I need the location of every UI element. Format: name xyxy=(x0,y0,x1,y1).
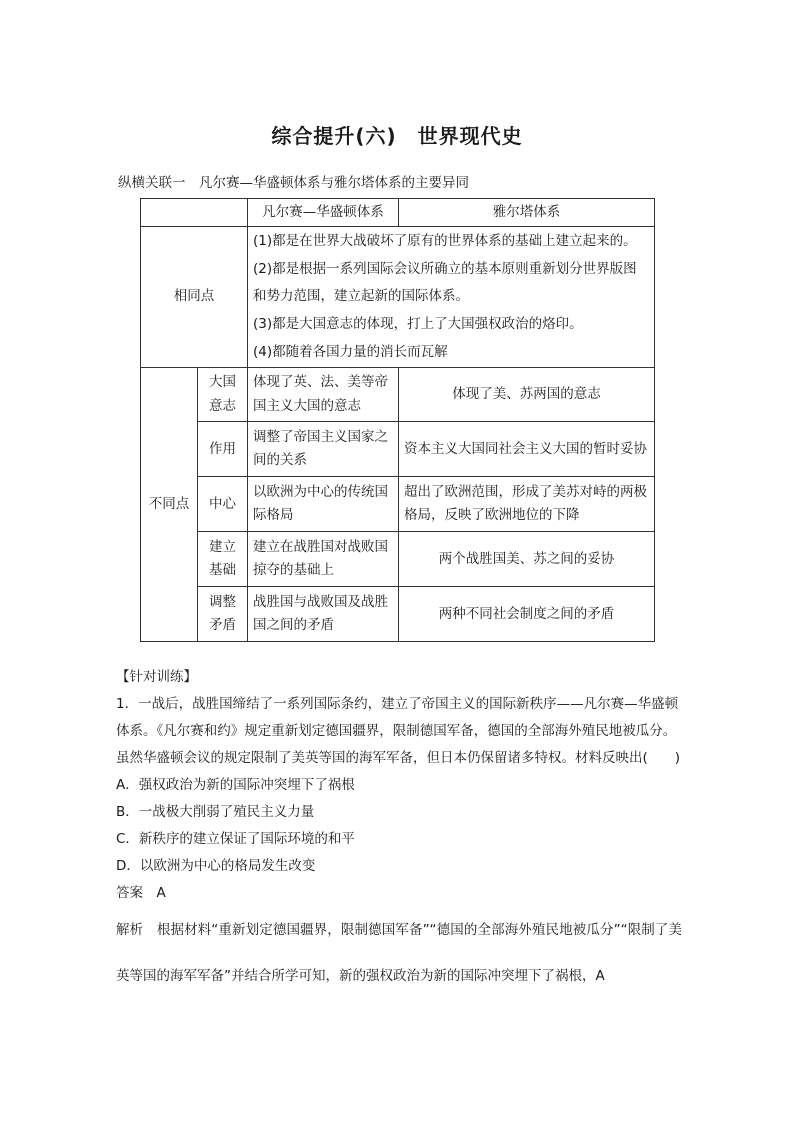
difference-yalta-cell: 两个战胜国美、苏之间的妥协 xyxy=(399,532,655,587)
difference-yalta-cell: 两种不同社会制度之间的矛盾 xyxy=(399,587,655,642)
section-heading: 纵横关联一 凡尔赛—华盛顿体系与雅尔塔体系的主要异同 xyxy=(118,175,469,191)
similarities-row xyxy=(141,227,655,368)
exercise-heading: 【针对训练】 xyxy=(116,669,197,685)
exercise-section xyxy=(116,664,682,999)
difference-row xyxy=(141,422,655,477)
page-title: 综合提升(六) 世界现代史 xyxy=(271,124,523,148)
option-a: A．强权政治为新的国际冲突埋下了祸根 xyxy=(116,777,355,793)
answer-line xyxy=(116,880,682,907)
difference-row xyxy=(141,532,655,587)
difference-yalta-cell: 资本主义大国同社会主义大国的暂时妥协 xyxy=(399,422,655,477)
option-b: B．一战极大削弱了殖民主义力量 xyxy=(116,804,315,820)
similarities-label: 相同点 xyxy=(141,227,248,368)
difference-vw-cell: 建立在战胜国对战败国掠夺的基础上 xyxy=(248,532,399,587)
header-yalta-system: 雅尔塔体系 xyxy=(399,199,655,227)
option-d: D．以欧洲为中心的格局发生改变 xyxy=(116,858,316,874)
answer-value: A xyxy=(156,885,166,901)
answer-label: 答案 xyxy=(116,885,143,901)
difference-vw-cell: 战胜国与战败国及战胜国之间的矛盾 xyxy=(248,587,399,642)
similarity-item: (4)都随着各国力量的消长而瓦解 xyxy=(253,343,448,360)
comparison-table xyxy=(140,198,655,642)
difference-row xyxy=(141,477,655,532)
table-header-row xyxy=(141,199,655,227)
header-empty-cell xyxy=(141,199,248,227)
difference-vw-cell: 调整了帝国主义国家之间的关系 xyxy=(248,422,399,477)
difference-vw-cell: 以欧洲为中心的传统国际格局 xyxy=(248,477,399,532)
header-vw-system: 凡尔赛—华盛顿体系 xyxy=(248,199,399,227)
question-text: 1．一战后，战胜国缔结了一系列国际条约，建立了帝国主义的国际新秩序——凡尔赛—华盛顿体系。《凡尔赛和约》规定重新划定德国疆界，限制德国军备，德国的全部海外殖民地被瓜分。虽然华盛顿会议的规定限制了美英等国的海军军备，但日本仍保留诸多特权。材料反映出( ) xyxy=(116,696,681,766)
similarity-item: (3)都是大国意志的体现，打上了大国强权政治的烙印。 xyxy=(253,316,583,333)
difference-aspect: 作用 xyxy=(198,422,248,477)
difference-aspect: 大国意志 xyxy=(198,368,248,422)
similarity-item: (1)都是在世界大战破坏了原有的世界体系的基础上建立起来的。 xyxy=(253,233,637,249)
difference-vw-cell: 体现了英、法、美等帝国主义大国的意志 xyxy=(248,368,399,422)
analysis-paragraph xyxy=(116,907,682,999)
analysis-text: 根据材料“重新划定德国疆界，限制德国军备”“德国的全部海外殖民地被瓜分”“限制了美英等国的海军军备”并结合所学可知，新的强权政治为新的国际冲突埋下了祸根，A xyxy=(116,922,683,984)
difference-yalta-cell: 超出了欧洲范围，形成了美苏对峙的两极格局，反映了欧洲地位的下降 xyxy=(399,477,655,532)
difference-aspect: 建立基础 xyxy=(198,532,248,587)
difference-row xyxy=(141,368,655,422)
difference-row xyxy=(141,587,655,642)
similarity-item: (2)都是根据一系列国际会议所确立的基本原则重新划分世界版图和势力范围，建立起新的国际体系。 xyxy=(253,260,637,305)
similarities-cell xyxy=(248,227,655,368)
difference-yalta-cell: 体现了美、苏两国的意志 xyxy=(399,368,655,422)
difference-aspect: 调整矛盾 xyxy=(198,587,248,642)
differences-label: 不同点 xyxy=(141,368,198,642)
analysis-label: 解析 xyxy=(116,922,144,938)
difference-aspect: 中心 xyxy=(198,477,248,532)
option-c: C．新秩序的建立保证了国际环境的和平 xyxy=(116,831,355,847)
